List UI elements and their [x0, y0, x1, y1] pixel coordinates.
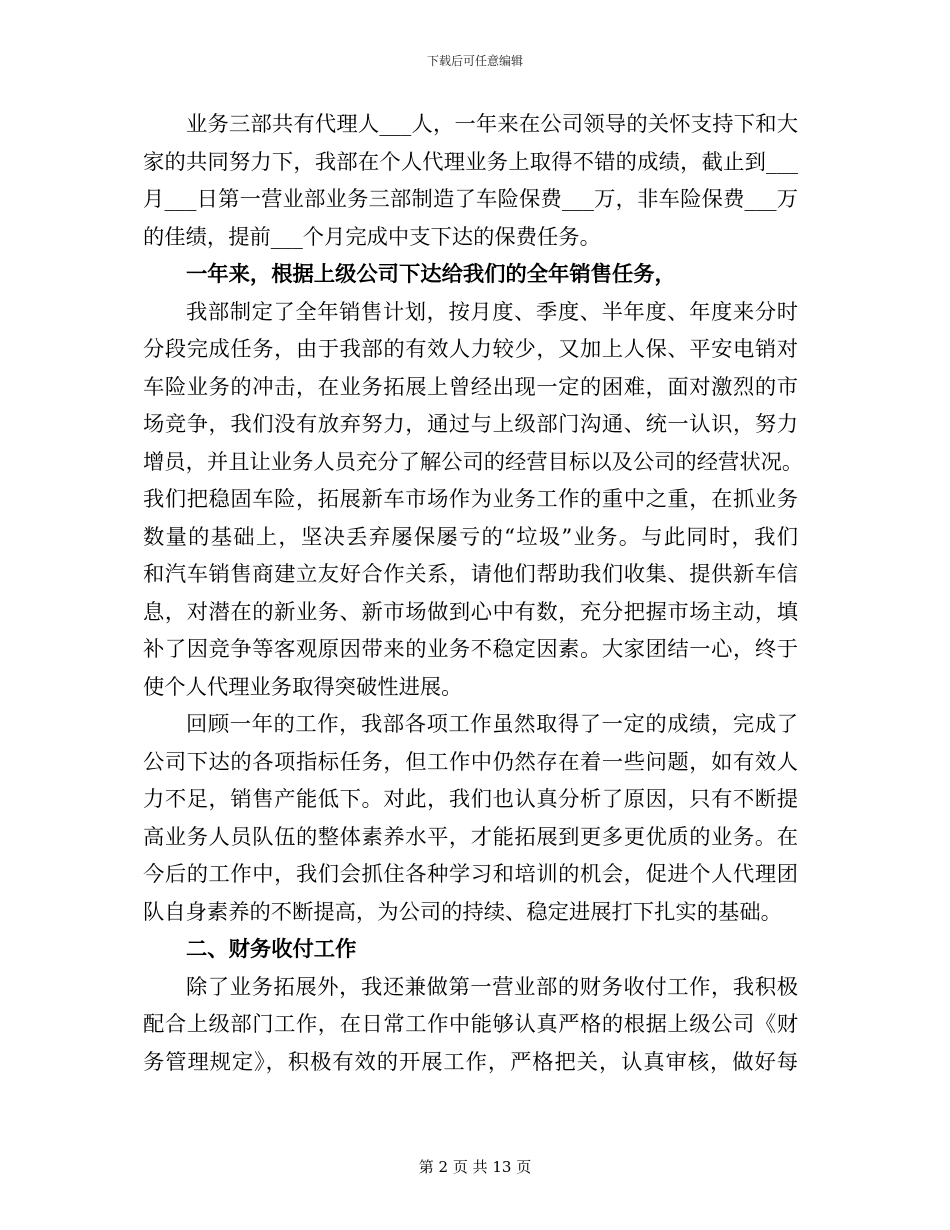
body-line: 月___日第一营业部业务三部制造了车险保费___万，非车险保费___万 [143, 187, 798, 212]
section-heading: 二、财务收付工作 [186, 937, 357, 962]
body-line: 场竞争，我们没有放弃努力，通过与上级部门沟通、统一认识，努力 [143, 412, 798, 437]
body-line: 分段完成任务，由于我部的有效人力较少，又加上人保、平安电销对 [143, 337, 798, 362]
body-line: 力不足，销售产能低下。对此，我们也认真分析了原因，只有不断提 [143, 787, 798, 812]
body-line: 高业务人员队伍的整体素养水平，才能拓展到更多更优质的业务。在 [143, 824, 798, 850]
body-line: 今后的工作中，我们会抓住各种学习和培训的机会，促进个人代理团 [143, 862, 798, 887]
body-line: 增员，并且让业务人员充分了解公司的经营目标以及公司的经营状况。 [143, 449, 804, 475]
body-line: 配合上级部门工作，在日常工作中能够认真严格的根据上级公司《财 [143, 1012, 798, 1037]
body-line: 和汽车销售商建立友好合作关系，请他们帮助我们收集、提供新车信 [143, 562, 798, 587]
body-line: 除了业务拓展外，我还兼做第一营业部的财务收付工作，我积极 [186, 974, 798, 1000]
body-line: 务管理规定》，积极有效的开展工作，严格把关，认真审核，做好每 [143, 1049, 798, 1075]
section-heading: 一年来，根据上级公司下达给我们的全年销售任务， [186, 262, 676, 287]
body-line: 队自身素养的不断提高，为公司的持续、稳定进展打下扎实的基础。 [143, 899, 782, 925]
body-line: 数量的基础上，坚决丢弃屡保屡亏的“垃圾”业务。与此同时，我们 [143, 524, 798, 550]
page-number: 第 2 页 共 13 页 [418, 1158, 532, 1176]
body-line: 使个人代理业务取得突破性进展。 [143, 674, 463, 700]
body-line: 补了因竞争等客观原因带来的业务不稳定因素。大家团结一心，终于 [143, 637, 798, 662]
document-body [143, 106, 804, 1081]
body-line: 车险业务的冲击，在业务拓展上曾经出现一定的困难，面对激烈的市 [143, 374, 798, 400]
body-line: 公司下达的各项指标任务，但工作中仍然存在着一些问题，如有效人 [143, 749, 798, 775]
body-line: 我部制定了全年销售计划，按月度、季度、半年度、年度来分时 [186, 299, 798, 325]
page-header: 下载后可任意编辑 [426, 54, 523, 68]
body-line: 业务三部共有代理人___人，一年来在公司领导的关怀支持下和大 [186, 112, 798, 137]
body-line: 家的共同努力下，我部在个人代理业务上取得不错的成绩，截止到___ [143, 149, 798, 175]
body-line: 的佳绩，提前___个月完成中支下达的保费任务。 [143, 224, 601, 250]
body-line: 回顾一年的工作，我部各项工作虽然取得了一定的成绩，完成了 [186, 712, 798, 737]
body-line: 息，对潜在的新业务、新市场做到心中有数，充分把握市场主动，填 [143, 599, 798, 625]
body-line: 我们把稳固车险，拓展新车市场作为业务工作的重中之重，在抓业务 [143, 487, 798, 512]
